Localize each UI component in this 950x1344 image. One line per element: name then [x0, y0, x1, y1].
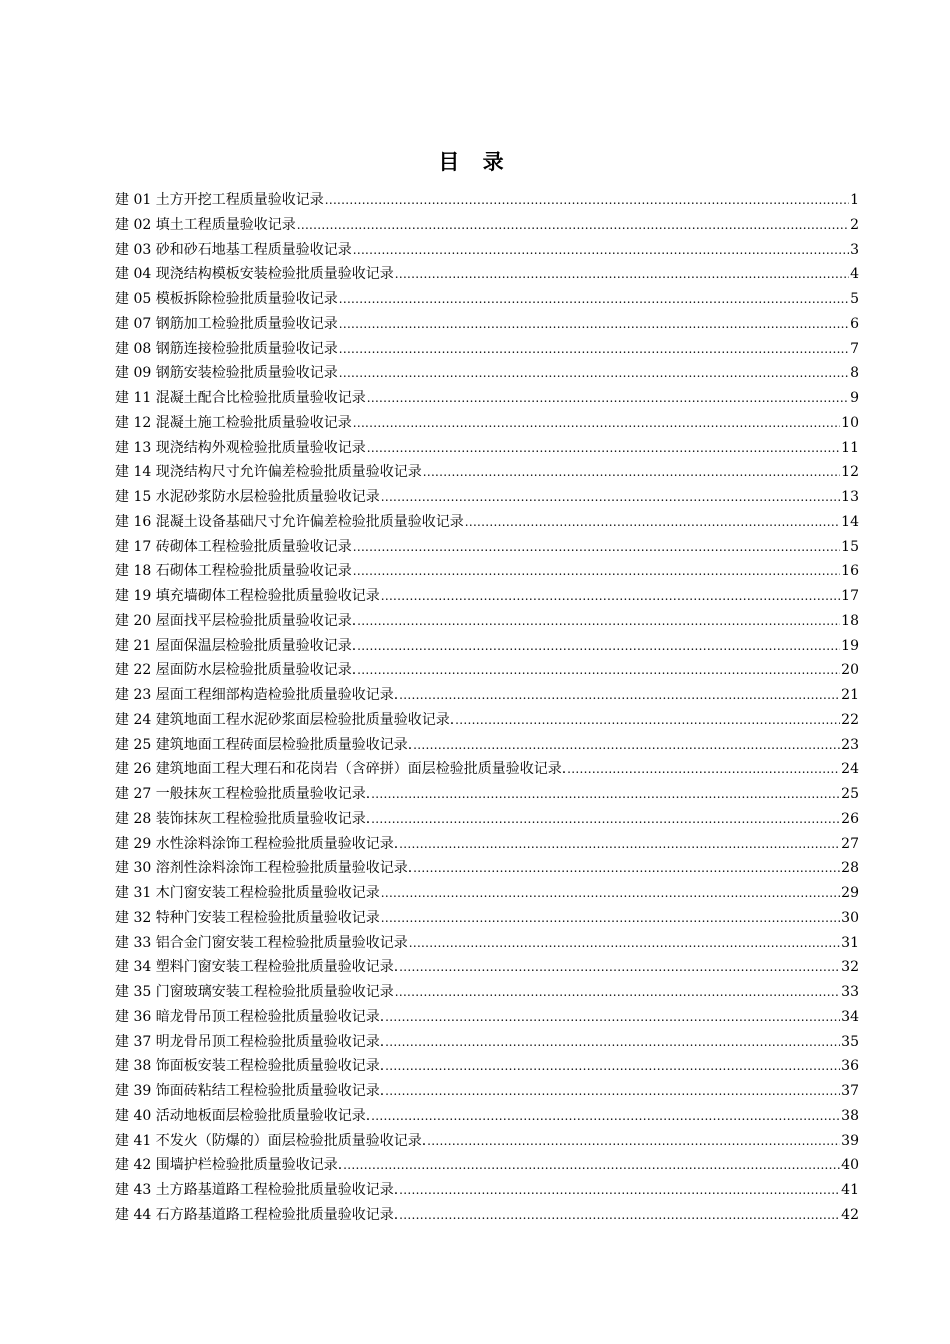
toc-page-number: 30	[841, 909, 859, 926]
toc-entry[interactable]	[115, 287, 859, 312]
toc-entry[interactable]	[115, 782, 859, 807]
toc-entry-title: 建 16 混凝土设备基础尺寸允许偏差检验批质量验收记录	[115, 513, 464, 530]
toc-entry-title: 建 01 土方开挖工程质量验收记录	[115, 192, 324, 208]
toc-page-number: 42	[841, 1206, 859, 1223]
toc-dot-leader	[353, 535, 840, 560]
toc-entry[interactable]	[115, 1153, 859, 1178]
toc-dot-leader	[339, 361, 849, 386]
toc-dot-leader	[357, 634, 840, 659]
toc-dot-leader	[465, 510, 840, 535]
toc-dot-leader	[385, 1054, 840, 1079]
toc-entry[interactable]	[115, 1079, 859, 1104]
toc-page-number: 41	[841, 1182, 859, 1198]
toc-entry[interactable]	[115, 460, 859, 485]
toc-page-number: 8	[850, 365, 859, 382]
toc-entry[interactable]	[115, 1054, 859, 1079]
toc-entry[interactable]	[115, 361, 859, 386]
toc-dot-leader	[385, 1030, 840, 1055]
toc-dot-leader	[339, 337, 849, 362]
toc-entry[interactable]	[115, 188, 859, 213]
toc-entry-title: 建 04 现浇结构模板安装检验批质量验收记录	[115, 266, 394, 283]
toc-entry-title: 建 28 装饰抹灰工程检验批质量验收记录.	[115, 810, 371, 827]
toc-page-number: 34	[841, 1008, 859, 1025]
toc-entry[interactable]	[115, 584, 859, 609]
toc-entry-title: 建 40 活动地板面层检验批质量验收记录.	[115, 1107, 371, 1124]
toc-entry[interactable]	[115, 559, 859, 584]
toc-entry-title: 建 20 屋面找平层检验批质量验收记录.	[115, 612, 357, 629]
toc-page-number: 20	[841, 662, 859, 679]
toc-page-number: 21	[841, 687, 859, 703]
toc-entry[interactable]	[115, 1129, 859, 1154]
toc-dot-leader	[343, 1153, 840, 1178]
toc-dot-leader	[371, 782, 840, 807]
toc-dot-leader	[427, 1129, 840, 1154]
toc-entry-title: 建 17 砖砌体工程检验批质量验收记录	[115, 538, 352, 555]
toc-page-number: 27	[841, 835, 859, 852]
toc-dot-leader	[353, 559, 840, 584]
toc-page-number: 37	[841, 1083, 859, 1099]
toc-dot-leader	[339, 287, 849, 312]
toc-entry-title: 建 33 铝合金门窗安装工程检验批质量验收记录	[115, 934, 408, 951]
toc-entry-title: 建 12 混凝土施工检验批质量验收记录	[115, 414, 352, 431]
toc-entry[interactable]	[115, 634, 859, 659]
toc-dot-leader	[413, 733, 840, 758]
toc-page-number: 18	[841, 612, 859, 629]
toc-entry-title: 建 08 钢筋连接检验批质量验收记录	[115, 340, 338, 357]
toc-page-number: 17	[841, 588, 859, 604]
toc-page-number: 26	[841, 810, 859, 827]
toc-page-number: 32	[841, 959, 859, 976]
toc-dot-leader	[399, 832, 840, 857]
toc-entry[interactable]	[115, 609, 859, 634]
toc-entry[interactable]	[115, 535, 859, 560]
toc-dot-leader	[395, 262, 849, 287]
toc-entry-title: 建 26 建筑地面工程大理石和花岗岩（含碎拼）面层检验批质量验收记录.	[115, 761, 567, 778]
toc-dot-leader	[367, 436, 840, 461]
toc-entry-title: 建 21 屋面保温层检验批质量验收记录.	[115, 637, 357, 654]
toc-page-number: 9	[850, 390, 859, 406]
toc-page-number: 36	[841, 1058, 859, 1075]
toc-dot-leader	[567, 757, 840, 782]
toc-dot-leader	[385, 1079, 840, 1104]
toc-entry-title: 建 32 特种门安装工程检验批质量验收记录	[115, 909, 380, 926]
toc-entry-title: 建 07 钢筋加工检验批质量验收记录	[115, 315, 338, 332]
toc-page-number: 22	[841, 711, 859, 728]
toc-entry-title: 建 19 填充墙砌体工程检验批质量验收记录	[115, 588, 380, 604]
toc-page-number: 14	[841, 513, 859, 530]
toc-entry[interactable]	[115, 955, 859, 980]
page-title: 目 录	[438, 149, 512, 174]
toc-page-number: 5	[850, 291, 859, 307]
toc-entry-title: 建 25 建筑地面工程砖面层检验批质量验收记录.	[115, 736, 413, 753]
toc-entry[interactable]	[115, 1030, 859, 1055]
toc-page-number: 28	[841, 860, 859, 877]
toc-page-number: 29	[841, 885, 859, 901]
toc-entry-title: 建 24 建筑地面工程水泥砂浆面层检验批质量验收记录.	[115, 711, 455, 728]
toc-dot-leader	[399, 955, 840, 980]
toc-entry-title: 建 39 饰面砖粘结工程检验批质量验收记录.	[115, 1083, 385, 1099]
toc-entry-title: 建 13 现浇结构外观检验批质量验收记录	[115, 439, 366, 456]
toc-page-number: 19	[841, 637, 859, 654]
toc-entry-title: 建 15 水泥砂浆防水层检验批质量验收记录	[115, 489, 380, 505]
toc-entry-title: 建 18 石砌体工程检验批质量验收记录	[115, 563, 352, 580]
toc-page-number: 25	[841, 786, 859, 802]
toc-entry-title: 建 34 塑料门窗安装工程检验批质量验收记录.	[115, 959, 399, 976]
toc-entry[interactable]	[115, 411, 859, 436]
toc-dot-leader	[297, 213, 849, 238]
toc-page-number: 33	[841, 984, 859, 1000]
toc-dot-leader	[413, 856, 840, 881]
toc-page-number: 15	[841, 538, 859, 555]
toc-dot-leader	[325, 188, 849, 213]
toc-entry[interactable]	[115, 683, 859, 708]
toc-entry-title: 建 14 现浇结构尺寸允许偏差检验批质量验收记录	[115, 464, 422, 481]
toc-entry[interactable]	[115, 436, 859, 461]
toc-entry[interactable]	[115, 980, 859, 1005]
toc-dot-leader	[409, 931, 840, 956]
toc-page-number: 10	[841, 414, 859, 431]
toc-page-number: 16	[841, 563, 859, 580]
toc-dot-leader	[381, 584, 840, 609]
toc-entry[interactable]	[115, 757, 859, 782]
toc-entry-title: 建 35 门窗玻璃安装工程检验批质量验收记录	[115, 984, 394, 1000]
toc-entry-title: 建 03 砂和砂石地基工程质量验收记录	[115, 241, 352, 258]
toc-dot-leader	[367, 386, 849, 411]
toc-entry-title: 建 36 暗龙骨吊顶工程检验批质量验收记录.	[115, 1008, 385, 1025]
toc-entry-title: 建 41 不发火（防爆的）面层检验批质量验收记录.	[115, 1132, 427, 1149]
toc-entry-title: 建 11 混凝土配合比检验批质量验收记录	[115, 390, 366, 406]
toc-entry[interactable]	[115, 238, 859, 263]
toc-entry-title: 建 27 一般抹灰工程检验批质量验收记录.	[115, 786, 371, 802]
toc-page-number: 39	[841, 1132, 859, 1149]
toc-page-number: 6	[850, 315, 859, 332]
toc-entry[interactable]	[115, 337, 859, 362]
toc-entry[interactable]	[115, 832, 859, 857]
toc-page-number: 12	[841, 464, 859, 481]
toc-entry-title: 建 44 石方路基道路工程检验批质量验收记录.	[115, 1206, 399, 1223]
toc-entry[interactable]	[115, 386, 859, 411]
toc-entry[interactable]	[115, 856, 859, 881]
toc-dot-leader	[381, 485, 840, 510]
toc-page-number: 35	[841, 1033, 859, 1050]
toc-entry[interactable]	[115, 213, 859, 238]
toc-entry[interactable]	[115, 906, 859, 931]
toc-entry[interactable]	[115, 1005, 859, 1030]
toc-entry[interactable]	[115, 262, 859, 287]
toc-entry-title: 建 37 明龙骨吊顶工程检验批质量验收记录.	[115, 1033, 385, 1050]
toc-dot-leader	[395, 980, 840, 1005]
toc-dot-leader	[371, 807, 840, 832]
toc-dot-leader	[371, 1104, 840, 1129]
toc-dot-leader	[381, 906, 840, 931]
toc-page-number: 11	[841, 439, 859, 456]
toc-entry-title: 建 09 钢筋安装检验批质量验收记录	[115, 365, 338, 382]
toc-dot-leader	[353, 238, 849, 263]
toc-page-number: 24	[841, 761, 859, 778]
toc-dot-leader	[353, 411, 840, 436]
toc-entry-title: 建 23 屋面工程细部构造检验批质量验收记录.	[115, 687, 399, 703]
toc-entry-title: 建 22 屋面防水层检验批质量验收记录.	[115, 662, 357, 679]
toc-page-number: 2	[850, 216, 859, 233]
table-of-contents	[115, 188, 859, 1228]
toc-entry[interactable]	[115, 658, 859, 683]
toc-entry[interactable]	[115, 807, 859, 832]
toc-page-number: 7	[850, 340, 859, 357]
toc-dot-leader	[357, 658, 840, 683]
toc-entry-title: 建 30 溶剂性涂料涂饰工程检验批质量验收记录.	[115, 860, 413, 877]
toc-entry[interactable]	[115, 1203, 859, 1228]
toc-page-number: 31	[841, 934, 859, 951]
toc-dot-leader	[399, 1203, 840, 1228]
toc-entry[interactable]	[115, 708, 859, 733]
toc-page-number: 23	[841, 736, 859, 753]
toc-entry[interactable]	[115, 1178, 859, 1203]
toc-page-number: 13	[841, 489, 859, 505]
toc-entry[interactable]	[115, 881, 859, 906]
toc-entry-title: 建 02 填土工程质量验收记录	[115, 216, 296, 233]
toc-entry-title: 建 29 水性涂料涂饰工程检验批质量验收记录.	[115, 835, 399, 852]
toc-entry[interactable]	[115, 485, 859, 510]
toc-dot-leader	[455, 708, 840, 733]
toc-dot-leader	[423, 460, 840, 485]
toc-entry[interactable]	[115, 931, 859, 956]
toc-entry[interactable]	[115, 733, 859, 758]
toc-page-number: 3	[850, 241, 859, 258]
toc-dot-leader	[339, 312, 849, 337]
toc-entry-title: 建 43 土方路基道路工程检验批质量验收记录.	[115, 1182, 399, 1198]
toc-entry-title: 建 05 模板拆除检验批质量验收记录	[115, 291, 338, 307]
toc-page-number: 4	[850, 266, 859, 283]
toc-page-number: 38	[841, 1107, 859, 1124]
toc-page-number: 40	[841, 1157, 859, 1174]
toc-entry-title: 建 38 饰面板安装工程检验批质量验收记录.	[115, 1058, 385, 1075]
toc-page-number: 1	[850, 192, 859, 208]
toc-dot-leader	[357, 609, 840, 634]
toc-entry[interactable]	[115, 1104, 859, 1129]
toc-entry-title: 建 42 围墙护栏检验批质量验收记录.	[115, 1157, 343, 1174]
toc-entry[interactable]	[115, 510, 859, 535]
toc-entry-title: 建 31 木门窗安装工程检验批质量验收记录	[115, 885, 380, 901]
toc-dot-leader	[399, 1178, 840, 1203]
toc-dot-leader	[385, 1005, 840, 1030]
toc-dot-leader	[399, 683, 840, 708]
toc-entry[interactable]	[115, 312, 859, 337]
toc-dot-leader	[381, 881, 840, 906]
